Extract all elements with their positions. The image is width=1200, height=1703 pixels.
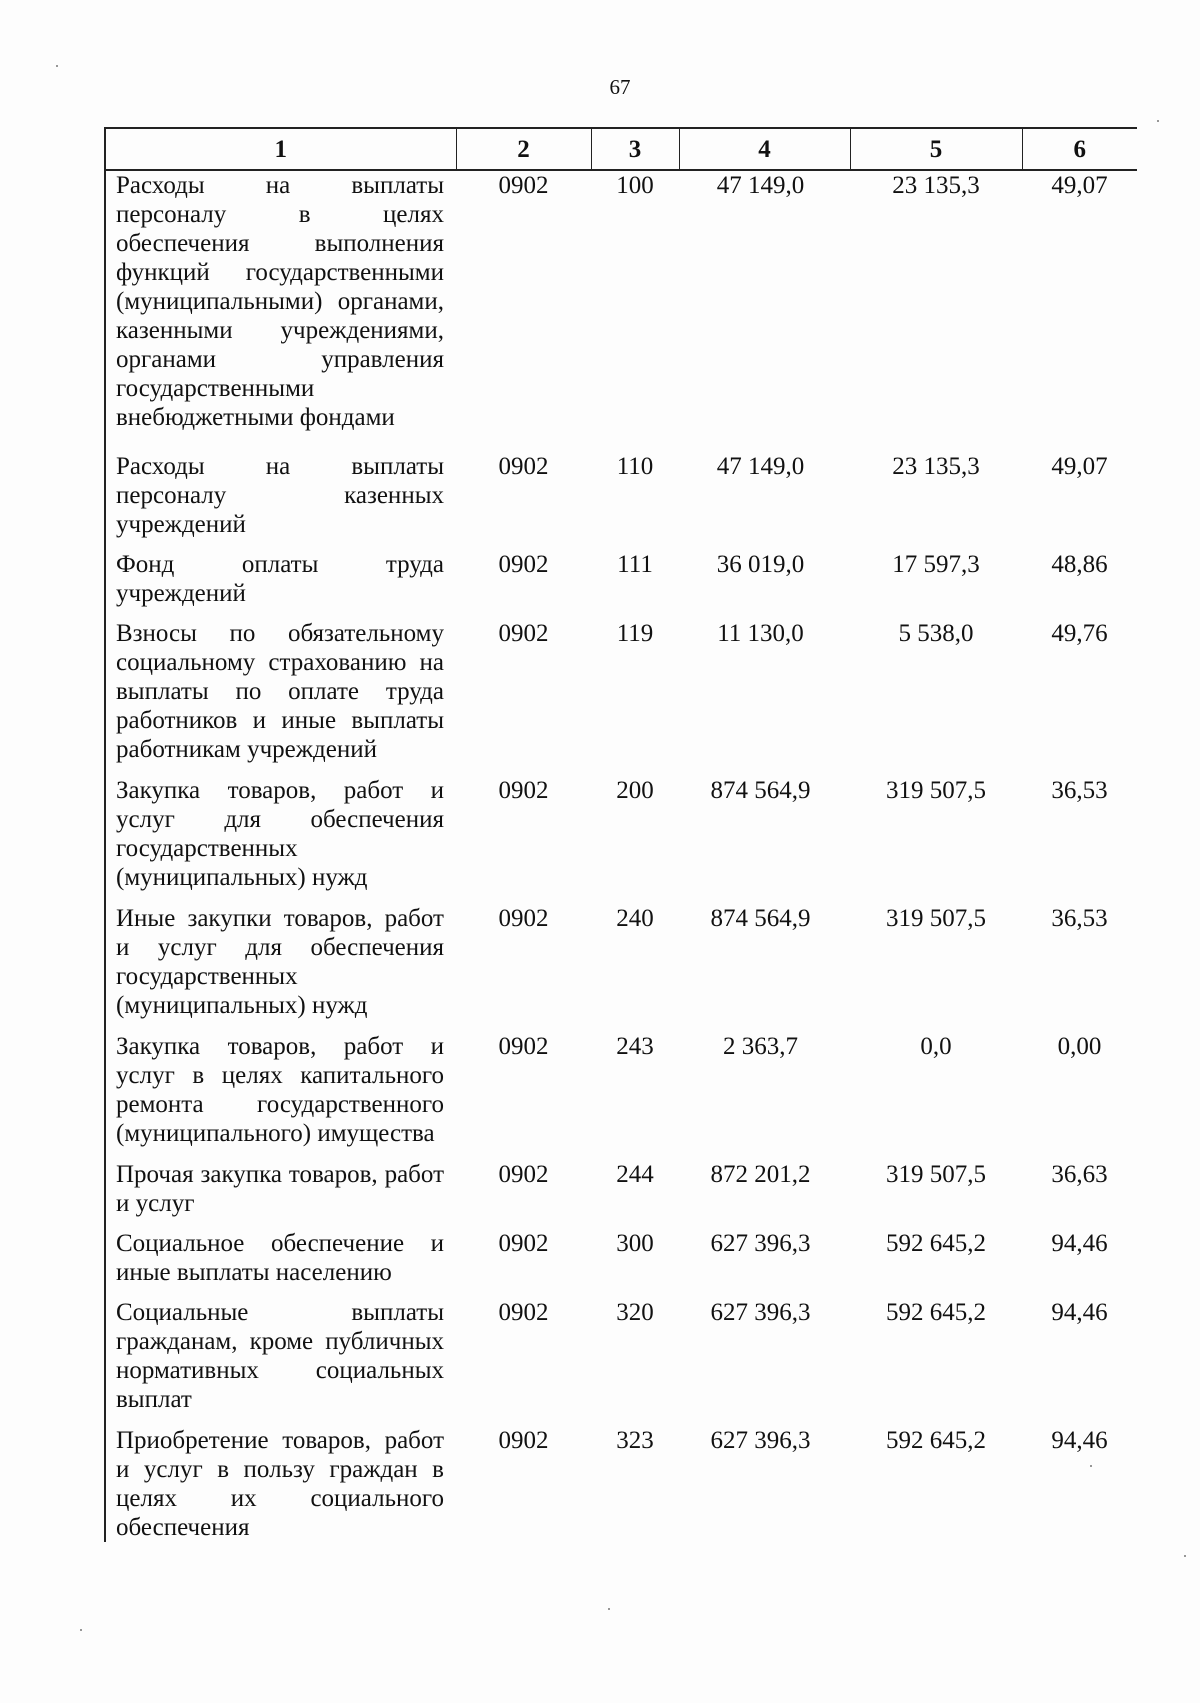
table-row xyxy=(105,1160,1137,1229)
row-description: Закупка товаров, работ и услуг в целях капитального ремонта государственного (муниципального) имущества xyxy=(105,1032,456,1160)
row-description: Расходы на выплаты персоналу казенных учреждений xyxy=(105,452,456,550)
row-actual-amount: 592 645,2 xyxy=(886,1299,986,1326)
row-description: Фонд оплаты труда учреждений xyxy=(105,550,456,619)
row-plan-amount: 874 564,9 xyxy=(710,777,811,804)
row-percent: 36,53 xyxy=(1051,905,1108,932)
header-col-6: 6 xyxy=(1022,128,1137,170)
table-row xyxy=(105,619,1137,776)
row-actual-amount: 319 507,5 xyxy=(886,905,986,932)
table-row xyxy=(105,1229,1137,1298)
row-plan-amount: 47 149,0 xyxy=(716,453,805,480)
row-actual-amount: 319 507,5 xyxy=(886,1161,986,1188)
scan-speck xyxy=(80,1629,82,1631)
budget-table xyxy=(104,127,1137,1542)
row-description: Взносы по обязательному социальному страхованию на выплаты по оплате труда работников и иные выплаты работникам учреждений xyxy=(105,619,456,776)
header-col-1: 1 xyxy=(105,128,456,170)
table-row xyxy=(105,452,1137,550)
row-description: Приобретение товаров, работ и услуг в пользу граждан в целях их социального обеспечения xyxy=(105,1426,456,1542)
table-body xyxy=(105,170,1137,1542)
row-actual-amount: 0,0 xyxy=(920,1033,952,1060)
row-expense-type: 320 xyxy=(616,1299,654,1326)
row-section-code: 0902 xyxy=(498,551,549,578)
row-plan-amount: 47 149,0 xyxy=(716,172,805,199)
row-percent: 0,00 xyxy=(1057,1033,1102,1060)
row-percent: 94,46 xyxy=(1051,1427,1108,1454)
row-actual-amount: 319 507,5 xyxy=(886,777,986,804)
row-expense-type: 110 xyxy=(616,453,654,480)
scan-speck xyxy=(1157,120,1159,122)
row-section-code: 0902 xyxy=(498,1299,549,1326)
row-section-code: 0902 xyxy=(498,1161,549,1188)
row-percent: 49,07 xyxy=(1051,453,1108,480)
row-expense-type: 240 xyxy=(616,905,654,932)
row-expense-type: 111 xyxy=(617,551,653,578)
row-plan-amount: 872 201,2 xyxy=(710,1161,811,1188)
row-actual-amount: 23 135,3 xyxy=(892,172,980,199)
row-expense-type: 244 xyxy=(616,1161,654,1188)
row-section-code: 0902 xyxy=(498,620,549,647)
table-row xyxy=(105,170,1137,452)
row-description: Социальное обеспечение и иные выплаты населению xyxy=(105,1229,456,1298)
scan-speck xyxy=(1090,1465,1092,1467)
row-expense-type: 100 xyxy=(616,172,654,199)
row-section-code: 0902 xyxy=(498,1230,549,1257)
row-description: Прочая закупка товаров, работ и услуг xyxy=(105,1160,456,1229)
row-percent: 48,86 xyxy=(1051,551,1108,578)
row-expense-type: 243 xyxy=(616,1033,654,1060)
row-plan-amount: 627 396,3 xyxy=(710,1230,811,1257)
table-row xyxy=(105,776,1137,904)
row-plan-amount: 11 130,0 xyxy=(717,620,804,647)
row-description: Иные закупки товаров, работ и услуг для обеспечения государственных (муниципальных) нужд xyxy=(105,904,456,1032)
row-percent: 94,46 xyxy=(1051,1230,1108,1257)
row-plan-amount: 627 396,3 xyxy=(710,1427,811,1454)
row-percent: 49,76 xyxy=(1051,620,1108,647)
header-row xyxy=(105,128,1137,170)
row-percent: 94,46 xyxy=(1051,1299,1108,1326)
table-row xyxy=(105,1032,1137,1160)
table-header xyxy=(105,128,1137,170)
row-actual-amount: 5 538,0 xyxy=(898,620,974,647)
row-percent: 36,53 xyxy=(1051,777,1108,804)
row-plan-amount: 627 396,3 xyxy=(710,1299,811,1326)
row-plan-amount: 874 564,9 xyxy=(710,905,811,932)
scan-speck xyxy=(608,1608,610,1610)
header-col-4: 4 xyxy=(679,128,850,170)
row-section-code: 0902 xyxy=(498,453,549,480)
row-expense-type: 300 xyxy=(616,1230,654,1257)
row-section-code: 0902 xyxy=(498,1427,549,1454)
header-col-5: 5 xyxy=(850,128,1022,170)
row-section-code: 0902 xyxy=(498,777,549,804)
row-actual-amount: 592 645,2 xyxy=(886,1427,986,1454)
table-row xyxy=(105,904,1137,1032)
scan-speck xyxy=(1184,1555,1186,1557)
scan-speck xyxy=(56,65,58,67)
row-actual-amount: 592 645,2 xyxy=(886,1230,986,1257)
header-col-2: 2 xyxy=(456,128,591,170)
row-percent: 36,63 xyxy=(1051,1161,1108,1188)
row-expense-type: 119 xyxy=(616,620,654,647)
page-number: 67 xyxy=(609,75,631,99)
row-actual-amount: 17 597,3 xyxy=(892,551,980,578)
row-expense-type: 200 xyxy=(616,777,654,804)
table-row xyxy=(105,1426,1137,1542)
header-col-3: 3 xyxy=(591,128,679,170)
row-section-code: 0902 xyxy=(498,1033,549,1060)
row-expense-type: 323 xyxy=(616,1427,654,1454)
row-description: Расходы на выплаты персоналу в целях обеспечения выполнения функций государственными (муниципальными) органами, казенными учреждениями, органами управления государственными внебюджетными фондами xyxy=(105,170,456,452)
row-actual-amount: 23 135,3 xyxy=(892,453,980,480)
row-section-code: 0902 xyxy=(498,905,549,932)
row-percent: 49,07 xyxy=(1051,172,1108,199)
row-section-code: 0902 xyxy=(498,172,549,199)
row-description: Закупка товаров, работ и услуг для обеспечения государственных (муниципальных) нужд xyxy=(105,776,456,904)
row-plan-amount: 2 363,7 xyxy=(723,1033,798,1060)
row-description: Социальные выплаты гражданам, кроме публичных нормативных социальных выплат xyxy=(105,1298,456,1426)
row-plan-amount: 36 019,0 xyxy=(716,551,805,578)
table-row xyxy=(105,1298,1137,1426)
table-row xyxy=(105,550,1137,619)
